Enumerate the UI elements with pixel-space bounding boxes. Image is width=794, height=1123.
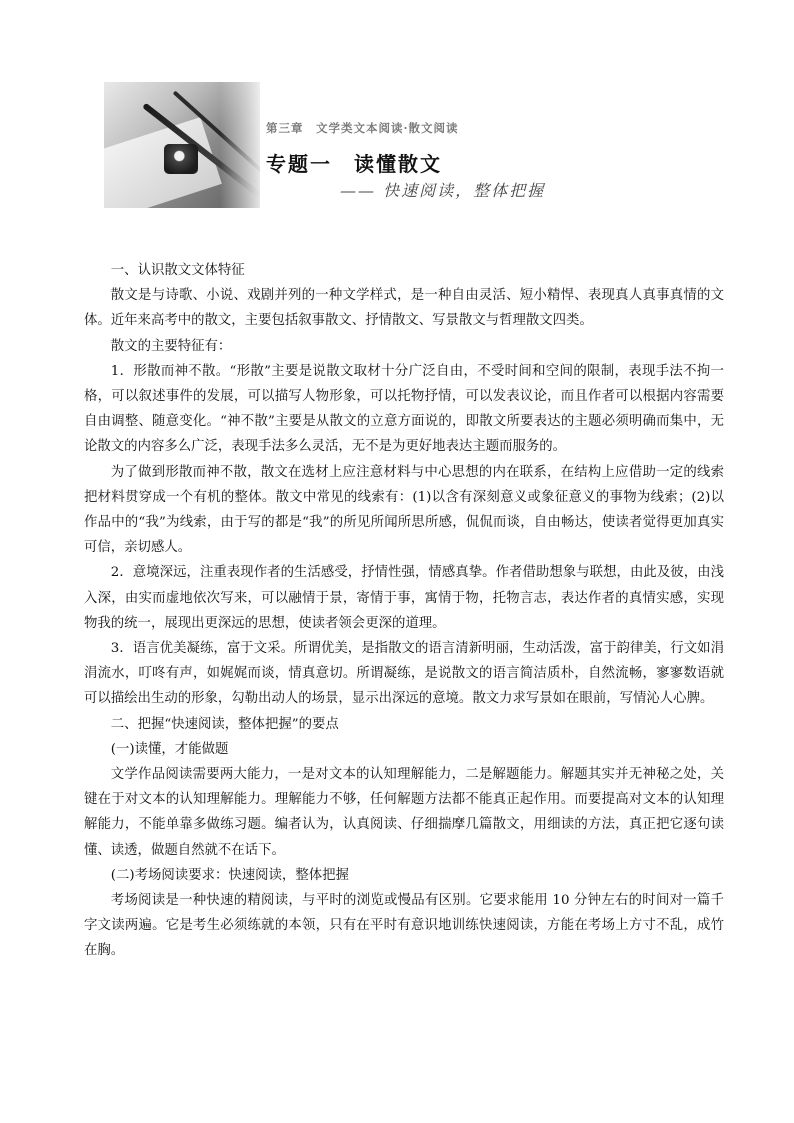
subsection-heading: (二)考场阅读要求：快速阅读，整体把握: [110, 867, 349, 883]
paragraph: 散文是与诗歌、小说、戏剧并列的一种文学样式，是一种自由灵活、短小精悍、表现真人真事真情的文体。近年来高考中的散文，主要包括叙事散文、抒情散文、写景散文与哲理散文四类。: [84, 288, 724, 329]
paragraph: 3．语言优美凝练，富于文采。所谓优美，是指散文的语言清新明丽，生动活泼，富于韵律美，行文如涓涓流水，叮咚有声，如娓娓而谈，情真意切。所谓凝练，是说散文的语言简洁质朴，自然流畅，寥寥数语就可以描绘出生动的形象，勾勒出动人的场景，显示出深远的意境。散文力求写景如在眼前，写情沁人心脾。: [84, 641, 724, 707]
header-banner: [104, 82, 572, 208]
page-subtitle: —— 快速阅读，整体把握: [340, 181, 546, 200]
paragraph: 文学作品阅读需要两大能力，一是对文本的认知理解能力，二是解题能力。解题其实并无神秘之处，关键在于对文本的认知理解能力。理解能力不够，任何解题方法都不能真正起作用。而要提高对文本的认知理解能力，不能单靠多做练习题。编者认为，认真阅读、仔细揣摩几篇散文，用细读的方法，真正把它逐句读懂、读透，做题自然就不在话下。: [84, 767, 724, 858]
chapter-label: 第三章 文学类文本阅读·散文阅读: [266, 121, 459, 135]
banner-photo: [104, 82, 260, 208]
paragraph: 散文的主要特征有：: [110, 338, 232, 354]
document-body: [84, 258, 724, 964]
page-title: 专题一 读懂散文: [266, 152, 442, 176]
section-heading: 一、认识散文文体特征: [110, 263, 245, 278]
paragraph: 1．形散而神不散。“形散”主要是说散文取材十分广泛自由，不受时间和空间的限制，表现手法不拘一格，可以叙述事件的发展，可以描写人物形象，可以托物抒情，可以发表议论，而且作者可以根据内容需要自由调整、随意变化。“神不散”主要是从散文的立意方面说的，即散文所要表达的主题必须明确而集中，无论散文的内容多么广泛，表现手法多么灵活，无不是为更好地表达主题而服务的。: [84, 363, 724, 455]
subsection-heading: (一)读懂，才能做题: [110, 741, 229, 757]
paragraph: 考场阅读是一种快速的精阅读，与平时的浏览或慢品有区别。它要求能用 10 分钟左右的时间对一篇千字文读两遍。它是考生必须练就的本领，只有在平时有意识地训练快速阅读，方能在考场上方寸不乱，成竹在胸。: [84, 893, 724, 959]
paragraph: 2．意境深远，注重表现作者的生活感受，抒情性强，情感真挚。作者借助想象与联想，由此及彼，由浅入深，由实而虚地依次写来，可以融情于景，寄情于事，寓情于物，托物言志，表达作者的真情实感，实现物我的统一，展现出更深远的思想，使读者领会更深的道理。: [84, 565, 724, 631]
section-heading: 二、把握“快速阅读，整体把握”的要点: [110, 716, 339, 732]
paragraph: 为了做到形散而神不散，散文在选材上应注意材料与中心思想的内在联系，在结构上应借助一定的线索把材料贯穿成一个有机的整体。散文中常见的线索有：(1)以含有深刻意义或象征意义的事物为线索；(2)以作品中的“我”为线索，由于写的都是“我”的所见所闻所思所感，侃侃而谈，自由畅达，使读者觉得更加真实可信，亲切感人。: [84, 464, 724, 556]
